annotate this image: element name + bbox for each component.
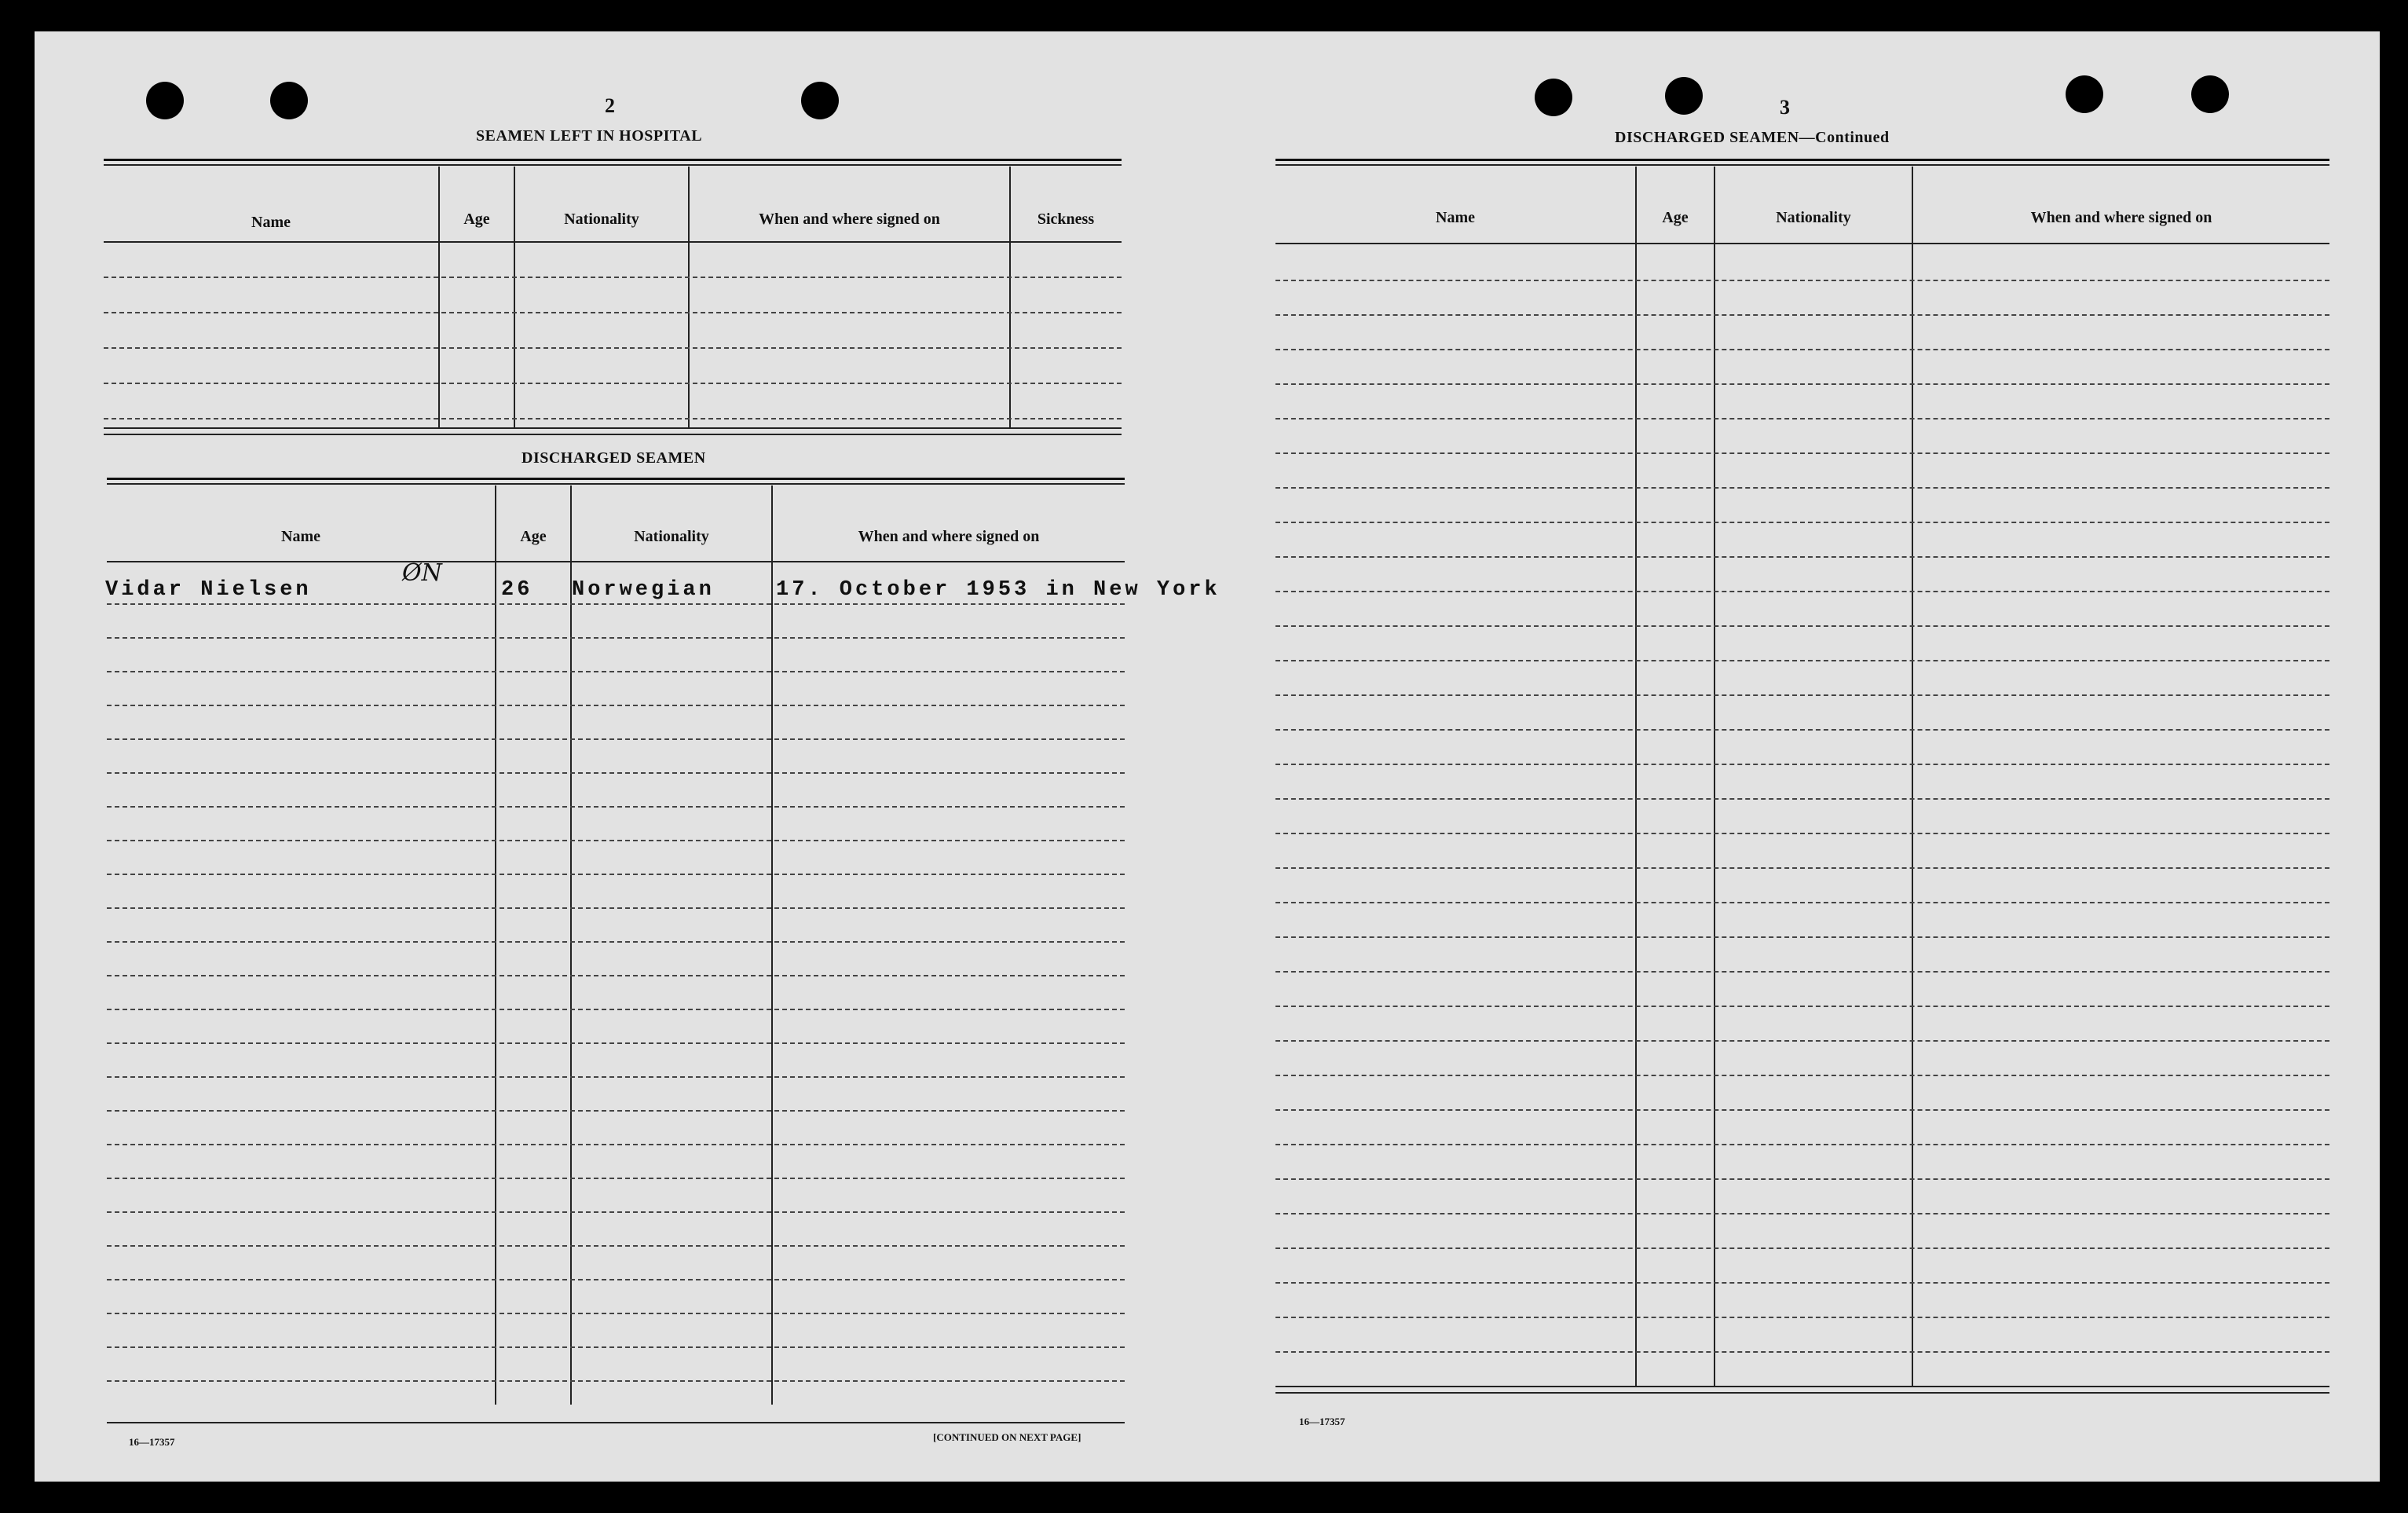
punch-hole: [801, 82, 839, 119]
column-header: Nationality: [634, 528, 709, 545]
ruled-row: [1275, 1178, 2329, 1180]
form-number-left: 16—17357: [129, 1436, 175, 1448]
ruled-row: [1275, 383, 2329, 385]
ruled-row: [107, 1178, 1125, 1179]
ruled-row: [1275, 418, 2329, 419]
form-sheet: [35, 31, 2380, 1482]
ruled-row: [107, 1380, 1125, 1382]
ruled-row: [107, 1211, 1125, 1213]
ruled-row: [1275, 764, 2329, 765]
ruled-row: [1275, 280, 2329, 281]
seaman-nationality: Norwegian: [572, 578, 715, 602]
ruled-row: [107, 603, 1125, 605]
page-number-left: 2: [605, 94, 615, 117]
ruled-row: [1275, 867, 2329, 869]
ruled-row: [107, 1076, 1125, 1078]
ruled-row: [1275, 1351, 2329, 1353]
ruled-row: [1275, 971, 2329, 973]
ruled-row: [107, 975, 1125, 976]
column-header: Name: [251, 214, 291, 231]
ruled-row: [107, 1245, 1125, 1247]
seaman-name: Vidar Nielsen: [105, 578, 312, 602]
ruled-row: [1275, 314, 2329, 316]
ruled-row: [1275, 522, 2329, 523]
column-header: Name: [281, 528, 320, 545]
ruled-row: [1275, 1247, 2329, 1249]
ruled-row: [1275, 1282, 2329, 1284]
ruled-row: [107, 637, 1125, 639]
ruled-row: [104, 347, 1122, 349]
ruled-row: [107, 1313, 1125, 1314]
ruled-row: [107, 1144, 1125, 1145]
column-header: Age: [1662, 209, 1689, 226]
discharged-table-right: [1275, 159, 2329, 1412]
column-header: Age: [463, 211, 490, 228]
ruled-row: [1275, 1317, 2329, 1318]
ruled-row: [1275, 591, 2329, 592]
ruled-row: [107, 1009, 1125, 1010]
punch-hole: [270, 82, 308, 119]
ruled-row: [1275, 1109, 2329, 1111]
hospital-table: [104, 159, 1122, 460]
ruled-row: [1275, 556, 2329, 558]
punch-hole: [2191, 75, 2229, 113]
continued-note: [CONTINUED ON NEXT PAGE]: [933, 1431, 1081, 1443]
ruled-row: [107, 1110, 1125, 1112]
column-header: Sickness: [1037, 211, 1095, 228]
ruled-row: [107, 1279, 1125, 1280]
ruled-row: [104, 418, 1122, 419]
ruled-row: [107, 907, 1125, 909]
ruled-row: [107, 941, 1125, 943]
ruled-row: [107, 840, 1125, 841]
column-header: When and where signed on: [2030, 209, 2212, 226]
form-number-right: 16—17357: [1299, 1416, 1345, 1427]
ruled-row: [1275, 694, 2329, 696]
ruled-row: [1275, 798, 2329, 800]
ruled-row: [1275, 729, 2329, 731]
punch-hole: [146, 82, 184, 119]
column-header: Nationality: [564, 211, 639, 228]
punch-hole: [1665, 77, 1703, 115]
ruled-row: [107, 1346, 1125, 1348]
ruled-row: [1275, 452, 2329, 454]
ruled-row: [107, 874, 1125, 875]
ruled-row: [1275, 833, 2329, 834]
seaman-age: 26: [501, 578, 533, 602]
seaman-signed-on: 17. October 1953 in New York: [776, 578, 1220, 602]
ruled-row: [1275, 349, 2329, 350]
ruled-row: [104, 383, 1122, 384]
column-header: When and where signed on: [858, 528, 1040, 545]
punch-hole: [1535, 79, 1572, 116]
punch-hole: [2066, 75, 2103, 113]
ruled-row: [1275, 1040, 2329, 1042]
ruled-row: [1275, 625, 2329, 627]
ruled-row: [1275, 660, 2329, 661]
ruled-row: [1275, 1006, 2329, 1007]
ruled-row: [107, 738, 1125, 740]
ruled-row: [1275, 1213, 2329, 1214]
page-number-right: 3: [1780, 96, 1790, 119]
ruled-row: [104, 312, 1122, 313]
ruled-row: [107, 671, 1125, 672]
ruled-row: [107, 806, 1125, 808]
ruled-row: [1275, 1144, 2329, 1145]
ruled-row: [1275, 936, 2329, 938]
handwritten-initials: ØN: [402, 559, 442, 587]
column-header: Nationality: [1776, 209, 1851, 226]
ruled-row: [107, 772, 1125, 774]
ruled-row: [104, 277, 1122, 278]
column-header: Name: [1436, 209, 1475, 226]
column-header: Age: [520, 528, 547, 545]
ruled-row: [107, 705, 1125, 706]
discharged-section-title: DISCHARGED SEAMEN: [521, 449, 706, 467]
ruled-row: [1275, 1075, 2329, 1076]
continued-section-title: DISCHARGED SEAMEN—Continued: [1615, 129, 1890, 146]
column-header: When and where signed on: [759, 211, 940, 228]
ruled-row: [1275, 902, 2329, 903]
hospital-section-title: SEAMEN LEFT IN HOSPITAL: [476, 127, 703, 145]
ruled-row: [1275, 487, 2329, 489]
discharged-table-left: [105, 478, 1220, 1428]
ruled-row: [107, 1042, 1125, 1044]
